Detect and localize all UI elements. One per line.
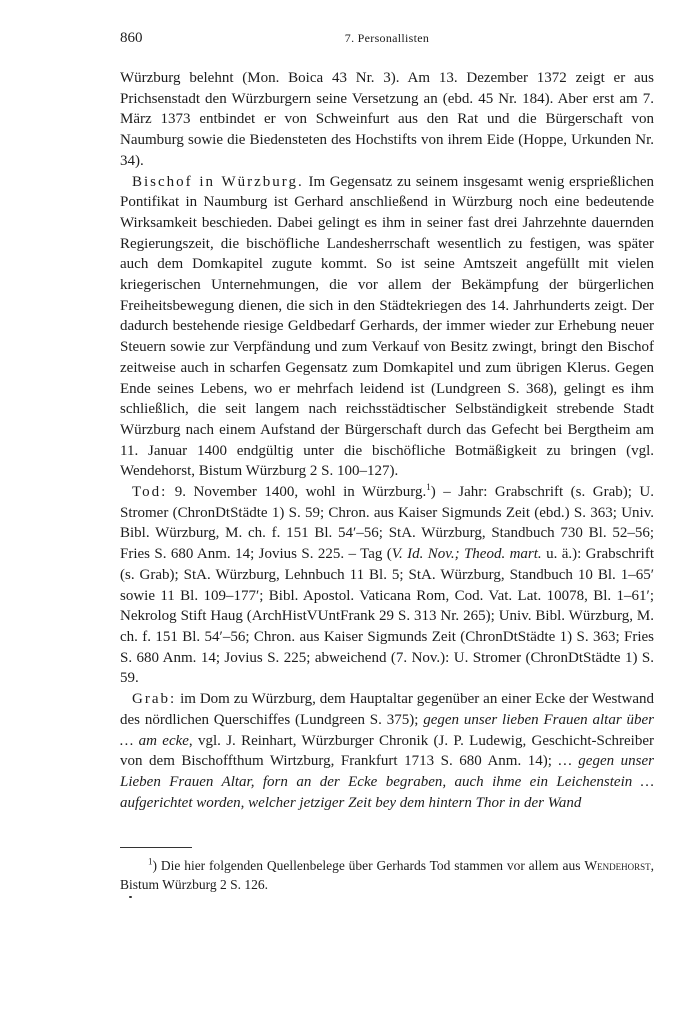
footnote bbox=[120, 856, 654, 894]
footnote-1 bbox=[120, 856, 654, 894]
page-number: 860 bbox=[120, 30, 143, 46]
paragraph-tod-italic: V. Id. Nov.; Theod. mart. bbox=[391, 546, 542, 563]
footnote-text-a: ) Die hier folgenden Quellenbelege über Gerhards Tod stammen vor allem aus bbox=[152, 858, 585, 873]
footnote-divider bbox=[120, 847, 192, 848]
paragraph-tod-text-b: ) – Jahr: Grabschrift (s. Grab); U. Stromer (ChronDtStädte 1) S. 59; Chron. aus Kaiser Sigmunds Zeit (ebd.) S. 363; Univ. Bibl. Würzburg, M. ch. f. 151 Bl. 54′–56; StA. Würzburg, Standbuch 730 Bl. 52–56; Fries S. 680 Anm. 14; Jovius S. 225. – Tag ( bbox=[120, 484, 654, 563]
footnote-text-b: , Bistum Würzburg 2 S. 126. bbox=[120, 858, 654, 892]
paragraph-tod-text-c: u. ä.): Grabschrift (s. Grab); StA. Würzburg, Lehnbuch 11 Bl. 5; StA. Würzburg, Standbuch 10 Bl. 1–65′ sowie 11 Bl. 109–177′; Bibl. Apostol. Vaticana Rom, Cod. Vat. Lat. 10078, Bl. 1–61′; Nekrolog Stift Haug (ArchHistVUntFrank 29 S. 313 Nr. 265); Univ. Bibl. Würzburg, M. ch. f. 151 Bl. 54′–56; Chron. aus Kaiser Sigmunds Zeit (ChronDtStädte 1) S. 363; Fries S. 680 Anm. 14; Jovius S. 225; abweichend (7. Nov.): U. Stromer (ChronDtStädte 1) S. 59. bbox=[120, 546, 654, 687]
paragraph-tod-text-a: 9. November 1400, wohl in Würzburg. bbox=[167, 484, 427, 501]
section-lead-tod: Tod: bbox=[132, 484, 168, 501]
paragraph-bischof-text: Im Gegensatz zu seinem insgesamt wenig ersprießlichen Pontifikat in Naumburg ist Gerhard anschließend in Würzburg noch eine bedeutende Wirksamkeit beschieden. Dabei gelingt es ihm in seiner fast drei Jahrzehnte dauernden Regierungszeit, die bischöfliche Landesherrschaft wesentlich zu festigen, was später auch dem Domkapitel zugute kommt. So ist seine Amtszeit angefüllt mit vielen kriegerischen Unternehmungen, die vor allem der Bekämpfung der bürgerlichen Freiheitsbewegung dienen, die sich in den Städtekriegen des 14. Jahrhunderts zeigt. Der dadurch bestehende riesige Geldbedarf Gerhards, der immer wieder zur Erhebung neuer Steuern sowie zur Verpfändung und zum Verkauf von Besitz zwingt, bringt den Bischof zeitweise auch in scharfen Gegensatz zum Domkapitel und zum übrigen Klerus. Gegen Ende seines Lebens, wo er mehrfach leidend ist (Lundgreen S. 368), gelingt es ihm schließlich, die seit langem nach reichsstädtischer Selbständigkeit strebende Stadt Würzburg nach einem Aufstand der Bürgerschaft durch das Gefecht bei Bergtheim am 11. Januar 1400 endgültig unter die bischöfliche Botmäßigkeit zu bringen (vgl. Wendehorst, Bistum Würzburg 2 S. 100–127). bbox=[120, 173, 655, 480]
paragraph-grab bbox=[120, 689, 654, 813]
paragraph-grab-text-a: im Dom zu Würzburg, dem Hauptaltar gegenüber an einer Ecke der Westwand des nördlichen Querschiffes (Lundgreen S. 375); bbox=[120, 691, 654, 728]
paragraph-grab-text-b: , vgl. J. Reinhart, Würzburger Chronik (J. P. Ludewig, Geschicht-Schreiber von dem Bischoffthum Wirtzburg, Frankfurt 1713 S. 680 Anm. 14); bbox=[120, 732, 654, 770]
page-header bbox=[120, 30, 654, 52]
paragraph-1: Würzburg belehnt (Mon. Boica 43 Nr. 3). Am 13. Dezember 1372 zeigt er aus Prichsenstadt den Würzburgern seine Versetzung an (ebd. 45 Nr. 184). Aber erst am 7. März 1373 entbindet er von Schweinfurt aus den Rat und die Bürgerschaft von Naumburg sowie die Biedensteten des Hochstifts von ihrem Eide (Hoppe, Urkunden Nr. 34). bbox=[120, 70, 654, 169]
footnote-author: Wendehorst bbox=[584, 858, 651, 873]
section-lead-grab: Grab: bbox=[132, 691, 177, 708]
ink-speck bbox=[129, 896, 132, 898]
footnote-reference: 1 bbox=[426, 482, 431, 493]
paragraph-grab-quote-1: gegen unser lieben Frauen altar über … am ecke bbox=[120, 711, 654, 749]
paragraph-tod bbox=[120, 482, 654, 689]
paragraph-grab-quote-2: … gegen unser Lieben Frauen Altar, forn an der Ecke begraben, auch ihme ein Leichenstein … aufgerichtet worden, welcher jetziger Zeit bey dem hintern Thor in der Wand bbox=[120, 753, 654, 811]
paragraph-bischof bbox=[120, 172, 654, 483]
section-lead-bischof: Bischof in Würzburg. bbox=[132, 173, 304, 190]
footnote-number: 1 bbox=[148, 856, 153, 867]
main-text bbox=[120, 68, 654, 813]
running-head: 7. Personallisten bbox=[344, 31, 430, 45]
